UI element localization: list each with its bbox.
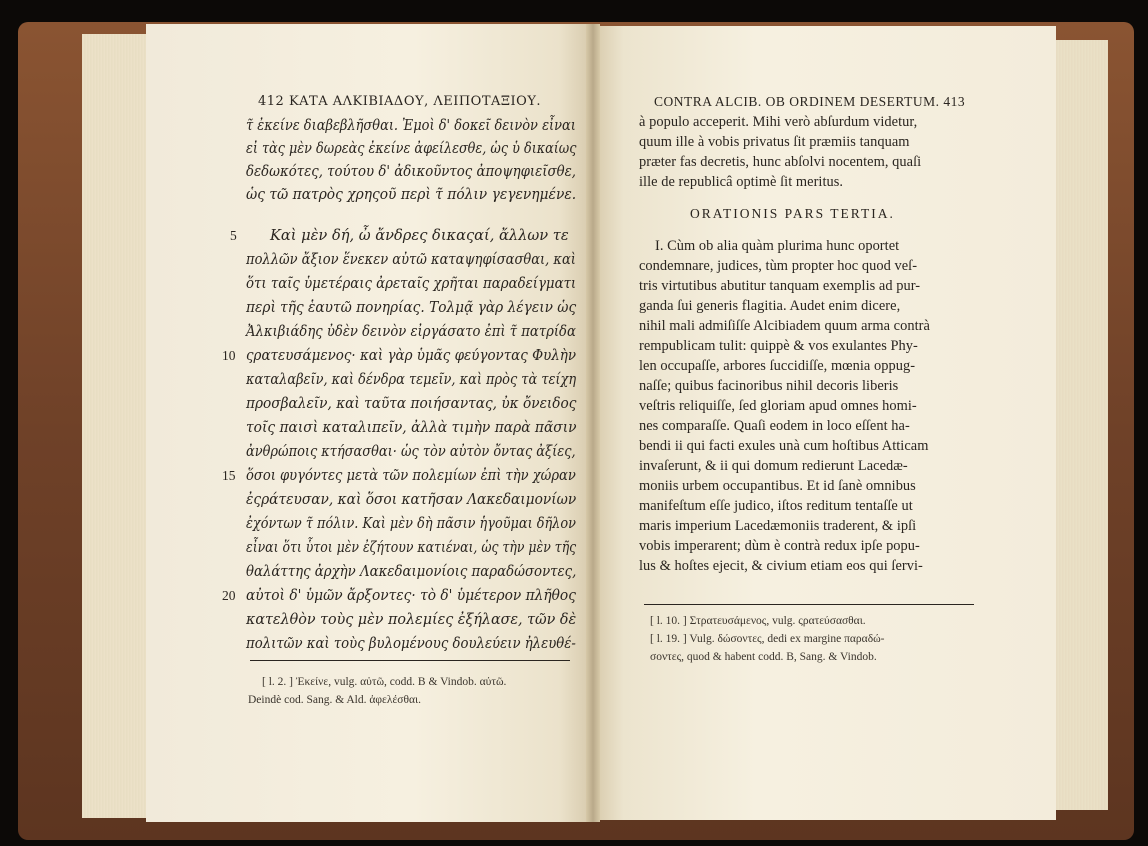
- latin-line: maris imperium Lacedæmoniis traderent, & ipſi: [639, 518, 917, 534]
- latin-line: tris virtutibus abutitur tanquam exemplis ad pur-: [639, 278, 921, 294]
- footnote: [ l. 19. ] Vulg. δώσοντες, dedi ex margine παραδώ-: [650, 633, 885, 645]
- footnote: Deindè cod. Sang. & Ald. ἀφελέσθαι.: [248, 694, 421, 706]
- greek-line: ὅσοι φυγόντες μετὰ τῶν πολεμίων ἐπὶ τὴν χώραν: [246, 467, 576, 484]
- greek-line: ἐχόντων τ̃ πόλιν. Καὶ μὲν δὴ πᾶσιν ἡγοῦμαι δῆλον: [246, 515, 576, 532]
- latin-line: præter fas decretis, hunc abſolvi nocentem, quaſi: [639, 154, 922, 170]
- latin-line: vobis imperarent; dùm è contrà redux ipſe popu-: [639, 538, 920, 554]
- latin-line: len occupaſſe, arbores ſuccidiſſe, mœnia oppug-: [639, 358, 916, 374]
- latin-line: quum ille à vobis privatus ſit præmiis tanquam: [639, 134, 910, 150]
- greek-line: θαλάττης ἀρχὴν Λακεδαιμονίοις παραδώσοντες,: [246, 563, 577, 580]
- right-page-header: CONTRA ALCIB. OB ORDINEM DESERTUM. 413: [654, 94, 966, 109]
- greek-line: ἀνθρώποις κτήσασθαι· ὡς τὸν αὐτὸν ὄντας ἀξίες,: [246, 443, 576, 460]
- greek-line: τοῖς παισὶ καταλιπεῖν, ἀλλὰ τιμὴν παρὰ πᾶσιν: [246, 419, 577, 436]
- greek-line: προσβαλεῖν, καὶ ταῦτα ποιήσαντας, ὐκ ὄνειδος: [246, 395, 577, 412]
- latin-line: I. Cùm ob alia quàm plurima hunc oportet: [655, 238, 900, 254]
- greek-line: κατελθὸν τοὺς μὲν πολεμίες ἐξήλασε, τῶν δὲ: [246, 611, 577, 628]
- section-title: ORATIONIS PARS TERTIA.: [690, 206, 895, 221]
- page-edges-left: [82, 34, 152, 818]
- greek-line: καταλαβεῖν, καὶ δένδρα τεμεῖν, καὶ πρὸς τὰ τείχη: [246, 371, 577, 388]
- latin-line: ille de republicâ optimè ſit meritus.: [639, 174, 844, 190]
- latin-line: nes comparaſſe. Quaſi eodem in loco eſſent ha-: [639, 418, 910, 434]
- latin-line: manifeſtum eſſe judico, iſtos reditum tentaſſe ut: [639, 498, 913, 514]
- footnote-rule: [644, 604, 974, 605]
- page-edges-right: [1048, 40, 1108, 810]
- latin-line: naſſe; quibus facinoribus nihil decoris liberis: [639, 378, 899, 394]
- line-number: 15: [222, 468, 236, 483]
- line-number: 5: [230, 228, 237, 243]
- line-number: 10: [222, 348, 236, 363]
- greek-line: ἐςράτευσαν, καὶ ὅσοι κατῆσαν Λακεδαιμονίων: [246, 491, 577, 508]
- latin-line: à populo acceperit. Mihi verò abſurdum videtur,: [639, 114, 918, 130]
- greek-line: εἶναι ὅτι ὗτοι μὲν ἐζήτουν κατιέναι, ὡς τὴν μὲν τῆς: [246, 539, 577, 556]
- greek-line: δεδωκότες, τούτου δ' ἀδικοῦντος ἀποψηφιεῖσθε,: [246, 163, 576, 180]
- latin-line: lus & hoſtes ejecit, & civium etiam eos qui ſervi-: [639, 558, 923, 574]
- greek-line: πολλῶν ἄξιον ἕνεκεν αὐτῶ καταψηφίσασθαι, καὶ: [246, 251, 576, 268]
- footnote-rule: [250, 660, 570, 661]
- latin-line: veſtris reliquiſſe, ſed gloriam apud omnes homi-: [639, 398, 917, 414]
- latin-line: invaſerunt, & ii qui domum redierunt Lacedæ-: [639, 458, 908, 474]
- latin-line: nihil mali admiſiſſe Alcibiadem quum arma contrà: [639, 318, 930, 334]
- footnote: σοντες, quod & habent codd. B, Sang. & Vindob.: [650, 651, 877, 663]
- line-number: 20: [222, 588, 236, 603]
- greek-line: περὶ τῆς ἑαυτῶ πονηρίας. Τολμᾷ γὰρ λέγειν ὡς: [246, 299, 577, 316]
- greek-line: εἰ τὰς μὲν δωρεὰς ἐκείνε ἀφείλεσθε, ὡς ὑ δικαίως: [246, 140, 577, 157]
- latin-line: ganda ſui generis flagitia. Audet enim dicere,: [639, 298, 901, 314]
- book-gutter: [586, 24, 600, 822]
- left-page-header: 412 ΚΑΤΑ ΑΛΚΙΒΙΑΔΟΥ, ΛΕΙΠΟΤΑΞΙΟΥ.: [258, 94, 542, 109]
- greek-line: ὅτι ταῖς ὑμετέραις ἀρεταῖς χρῆται παραδείγματι: [246, 275, 577, 292]
- greek-line: πολιτῶν καὶ τοὺς βυλομένους δουλεύειν ἠλευθέ-: [246, 635, 576, 652]
- greek-line: Καὶ μὲν δή, ὦ ἄνδρες δικαςαί, ἄλλων τε: [270, 227, 569, 244]
- footnote: [ l. 2. ] Ἐκείνε, vulg. αὐτῶ, codd. B & Vindob. αὐτῶ.: [262, 676, 507, 688]
- greek-line: τ̃ ἐκείνε διαβεβλῆσθαι. Ἐμοὶ δ' δοκεῖ δεινὸν εἶναι: [246, 117, 576, 134]
- latin-line: rempublicam tulit: quippè & vos exulantes Phy-: [639, 338, 918, 354]
- latin-line: condemnare, judices, tùm propter hoc quod veſ-: [639, 258, 918, 274]
- latin-line: moniis urbem occupantibus. Et id ſanè omnibus: [639, 478, 916, 494]
- greek-line: αὐτοὶ δ' ὑμῶν ἄρξοντες· τὸ δ' ὑμέτερον πλῆθος: [246, 587, 576, 604]
- greek-line: ςρατευσάμενος· καὶ γὰρ ὑμᾶς φεύγοντας Φυλὴν: [246, 347, 577, 364]
- latin-line: bendi ii qui facti exules unà cum hoſtibus Atticam: [639, 438, 929, 454]
- greek-line: ὡς τῶ πατρὸς χρηςοῦ περὶ τ̃ πόλιν γεγενημένε.: [246, 186, 577, 203]
- footnote: [ l. 10. ] Στρατευσάμενος, vulg. ςρατεύσασθαι.: [650, 615, 866, 627]
- greek-line: Ἀλκιβιάδης ὐδὲν δεινὸν εἰργάσατο ἐπὶ τ̃ πατρίδα: [246, 323, 576, 340]
